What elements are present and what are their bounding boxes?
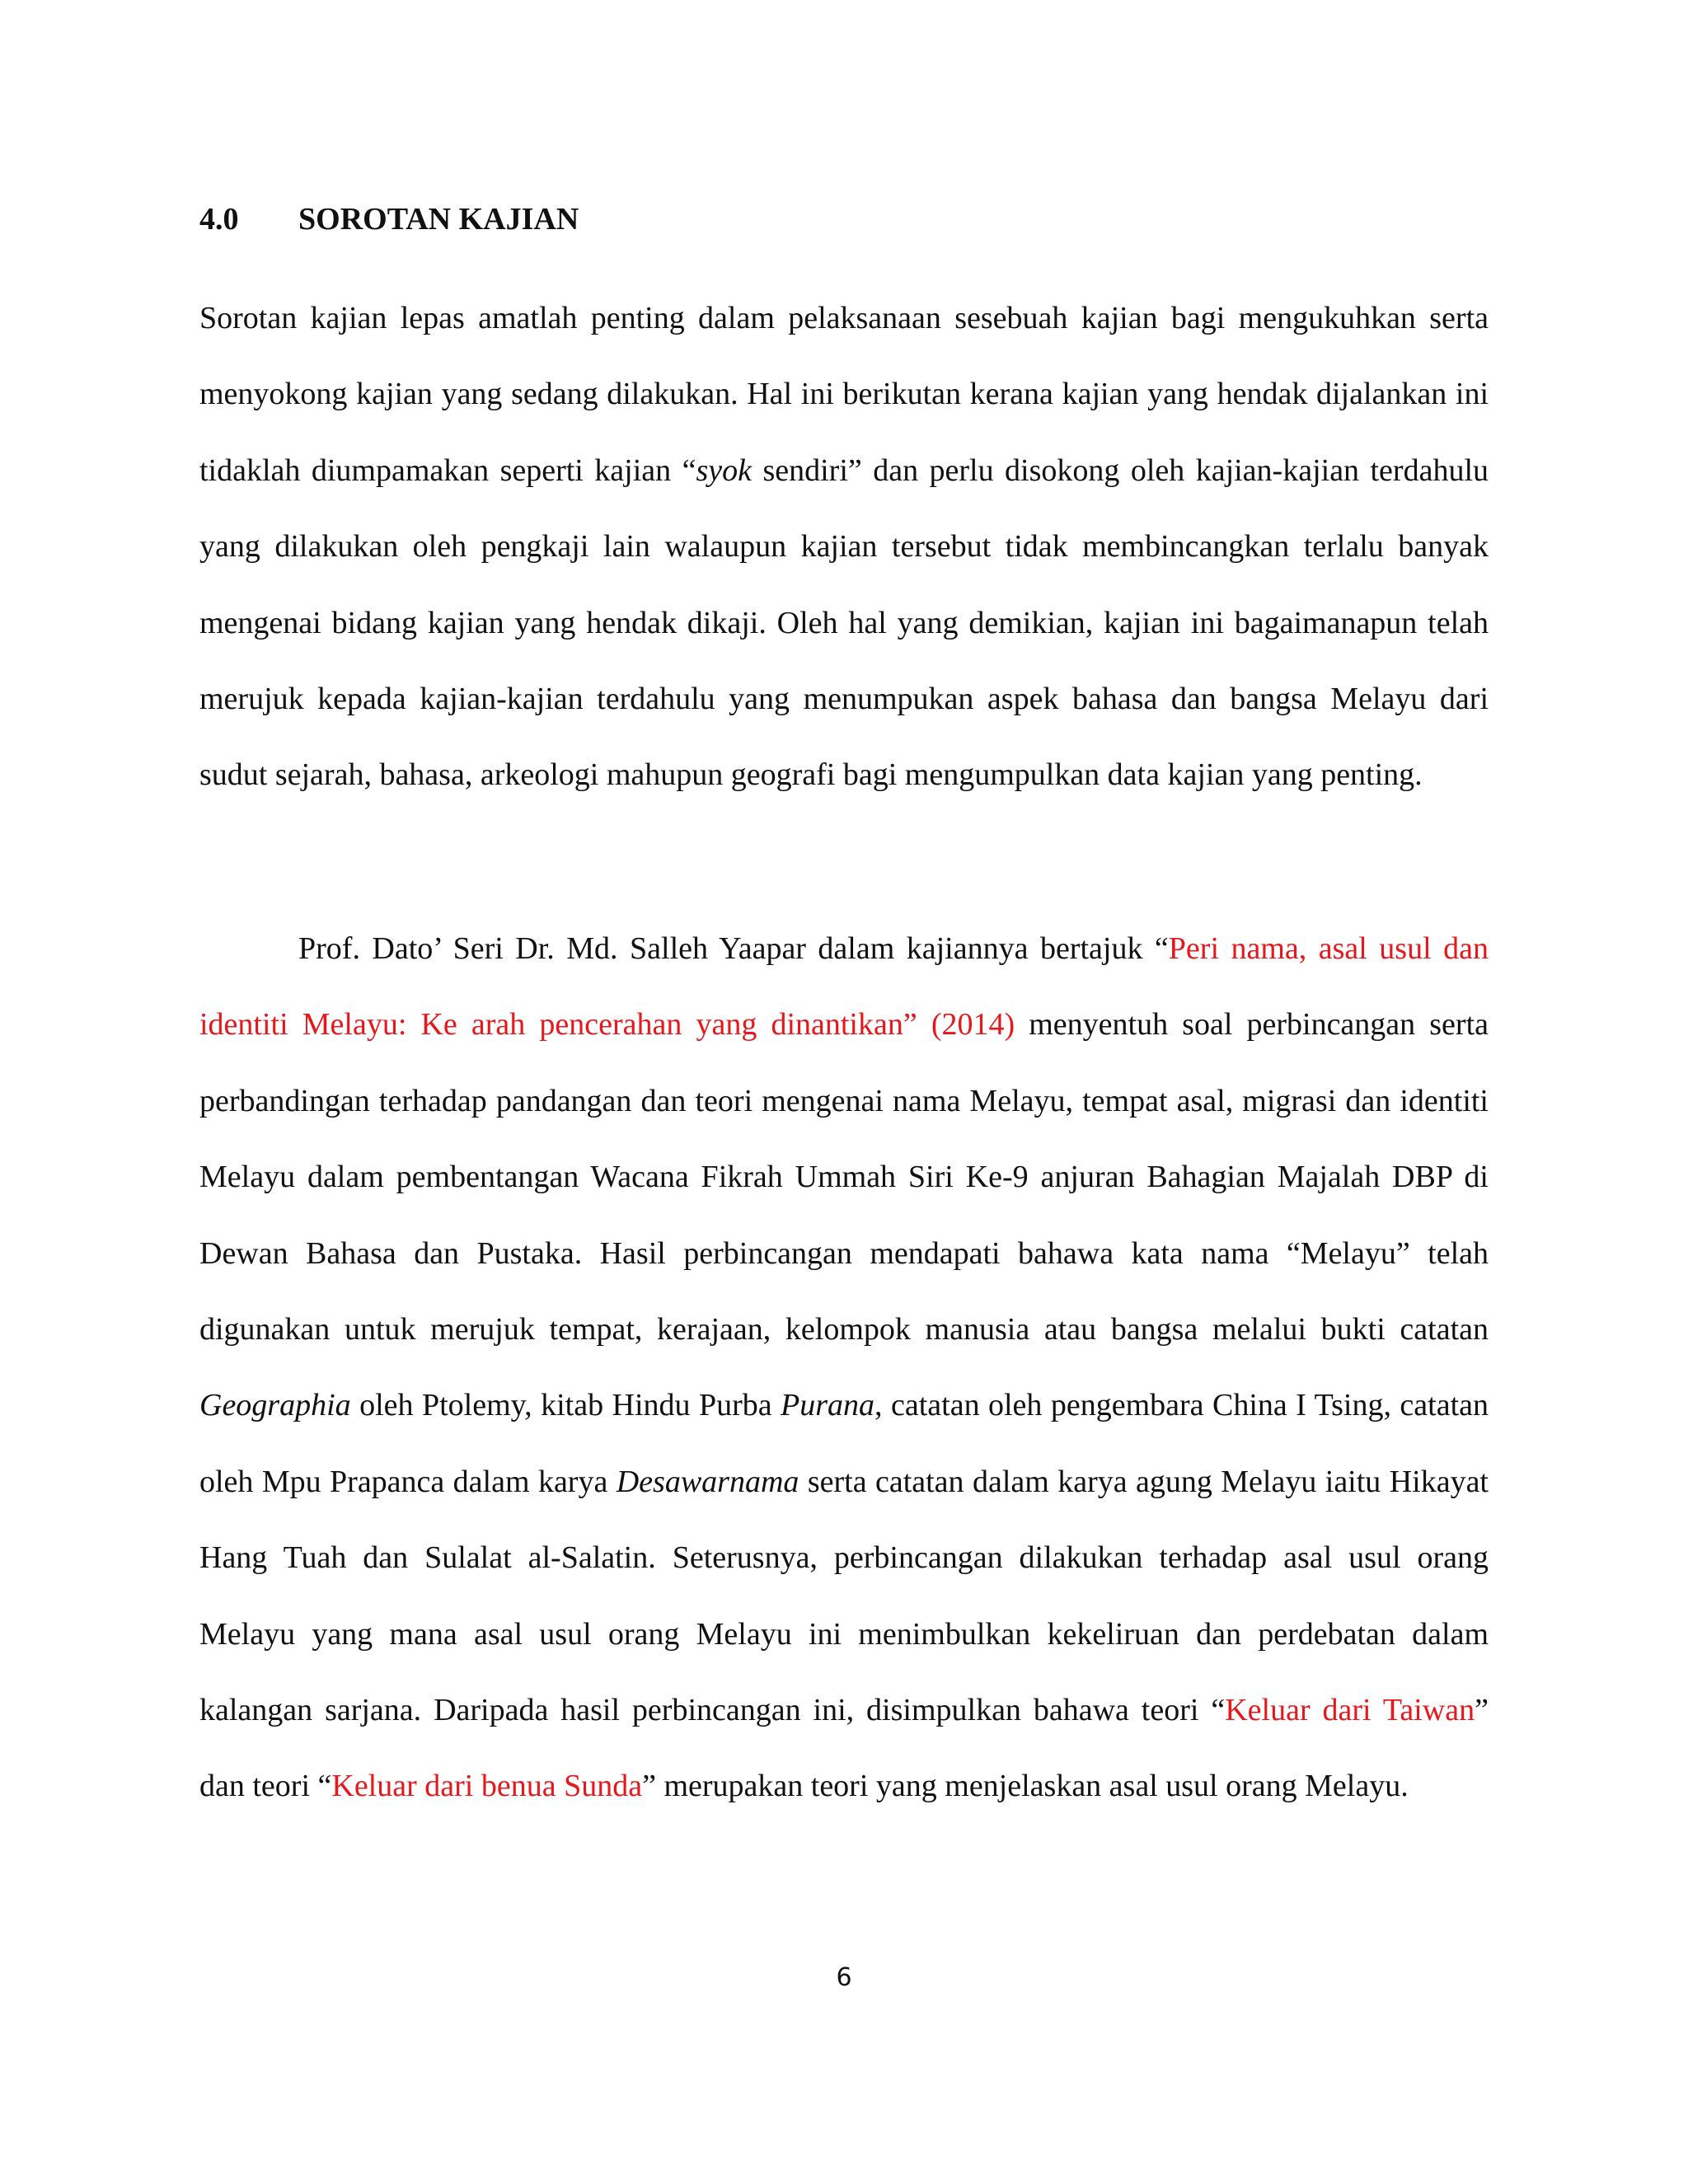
- section-heading: [199, 200, 579, 238]
- paragraph-2-text-6: ” dan teori “: [199, 1693, 1489, 1804]
- highlighted-study-title: Peri nama, asal usul dan identiti Melayu: Ke arah pencerahan yang dinantikan” (2014): [199, 931, 1489, 1043]
- italic-term-geographia: Geographia: [199, 1388, 351, 1423]
- section-title: SOROTAN KAJIAN: [298, 202, 579, 237]
- highlighted-theory-taiwan: Keluar dari Taiwan: [1225, 1693, 1475, 1728]
- paragraph-2-text-4: , catatan oleh pengembara China I Tsing, catatan oleh Mpu Prapanca dalam karya: [199, 1388, 1489, 1499]
- italic-term-purana: Purana: [781, 1388, 875, 1423]
- italic-term-desawarnama: Desawarnama: [616, 1464, 799, 1499]
- italic-term-syok: syok: [696, 452, 753, 488]
- paragraph-2-text-3: oleh Ptolemy, kitab Hindu Purba: [350, 1388, 781, 1423]
- paragraph-intro: [199, 280, 1489, 813]
- page-number: 6: [836, 1963, 852, 1992]
- paragraph-intro-text-1: Sorotan kajian lepas amatlah penting dalam pelaksanaan sesebuah kajian bagi mengukuhkan serta menyokong kajian yang sedang dilakukan. Hal ini berikutan kerana kajian yang hendak dijalankan ini tidaklah diumpamakan seperti kajian “: [199, 301, 1489, 488]
- paragraph-2-text-1: Prof. Dato’ Seri Dr. Md. Salleh Yaapar dalam kajiannya bertajuk “: [298, 931, 1169, 966]
- paragraph-2-text-7: ” merupakan teori yang menjelaskan asal usul orang Melayu.: [642, 1769, 1409, 1804]
- paragraph-2-text-2: menyentuh soal perbincangan serta perbandingan terhadap pandangan dan teori mengenai nama Melayu, tempat asal, migrasi dan identiti Melayu dalam pembentangan Wacana Fikrah Ummah Siri Ke-9 anjuran Bahagian Majalah DBP di Dewan Bahasa dan Pustaka. Hasil perbincangan mendapati bahawa kata nama “Melayu” telah digunakan untuk merujuk tempat, kerajaan, kelompok manusia atau bangsa melalui bukti catatan: [199, 1007, 1489, 1347]
- paragraph-2-text-5: serta catatan dalam karya agung Melayu iaitu Hikayat Hang Tuah dan Sulalat al-Salatin. Seterusnya, perbincangan dilakukan terhadap asal usul orang Melayu yang mana asal usul orang Melayu ini menimbulkan kekeliruan dan perdebatan dalam kalangan sarjana. Daripada hasil perbincangan ini, disimpulkan bahawa teori “: [199, 1464, 1489, 1728]
- section-number: 4.0: [199, 202, 239, 237]
- paragraph-intro-text-2: sendiri” dan perlu disokong oleh kajian-kajian terdahulu yang dilakukan oleh pengkaji lain walaupun kajian tersebut tidak membincangkan terlalu banyak mengenai bidang kajian yang hendak dikaji. Oleh hal yang demikian, kajian ini bagaimanapun telah merujuk kepada kajian-kajian terdahulu yang menumpukan aspek bahasa dan bangsa Melayu dari sudut sejarah, bahasa, arkeologi mahupun geografi bagi mengumpulkan data kajian yang penting.: [199, 452, 1489, 793]
- paragraph-salleh-yaapar: [199, 911, 1489, 1825]
- highlighted-theory-sunda: Keluar dari benua Sunda: [331, 1769, 643, 1804]
